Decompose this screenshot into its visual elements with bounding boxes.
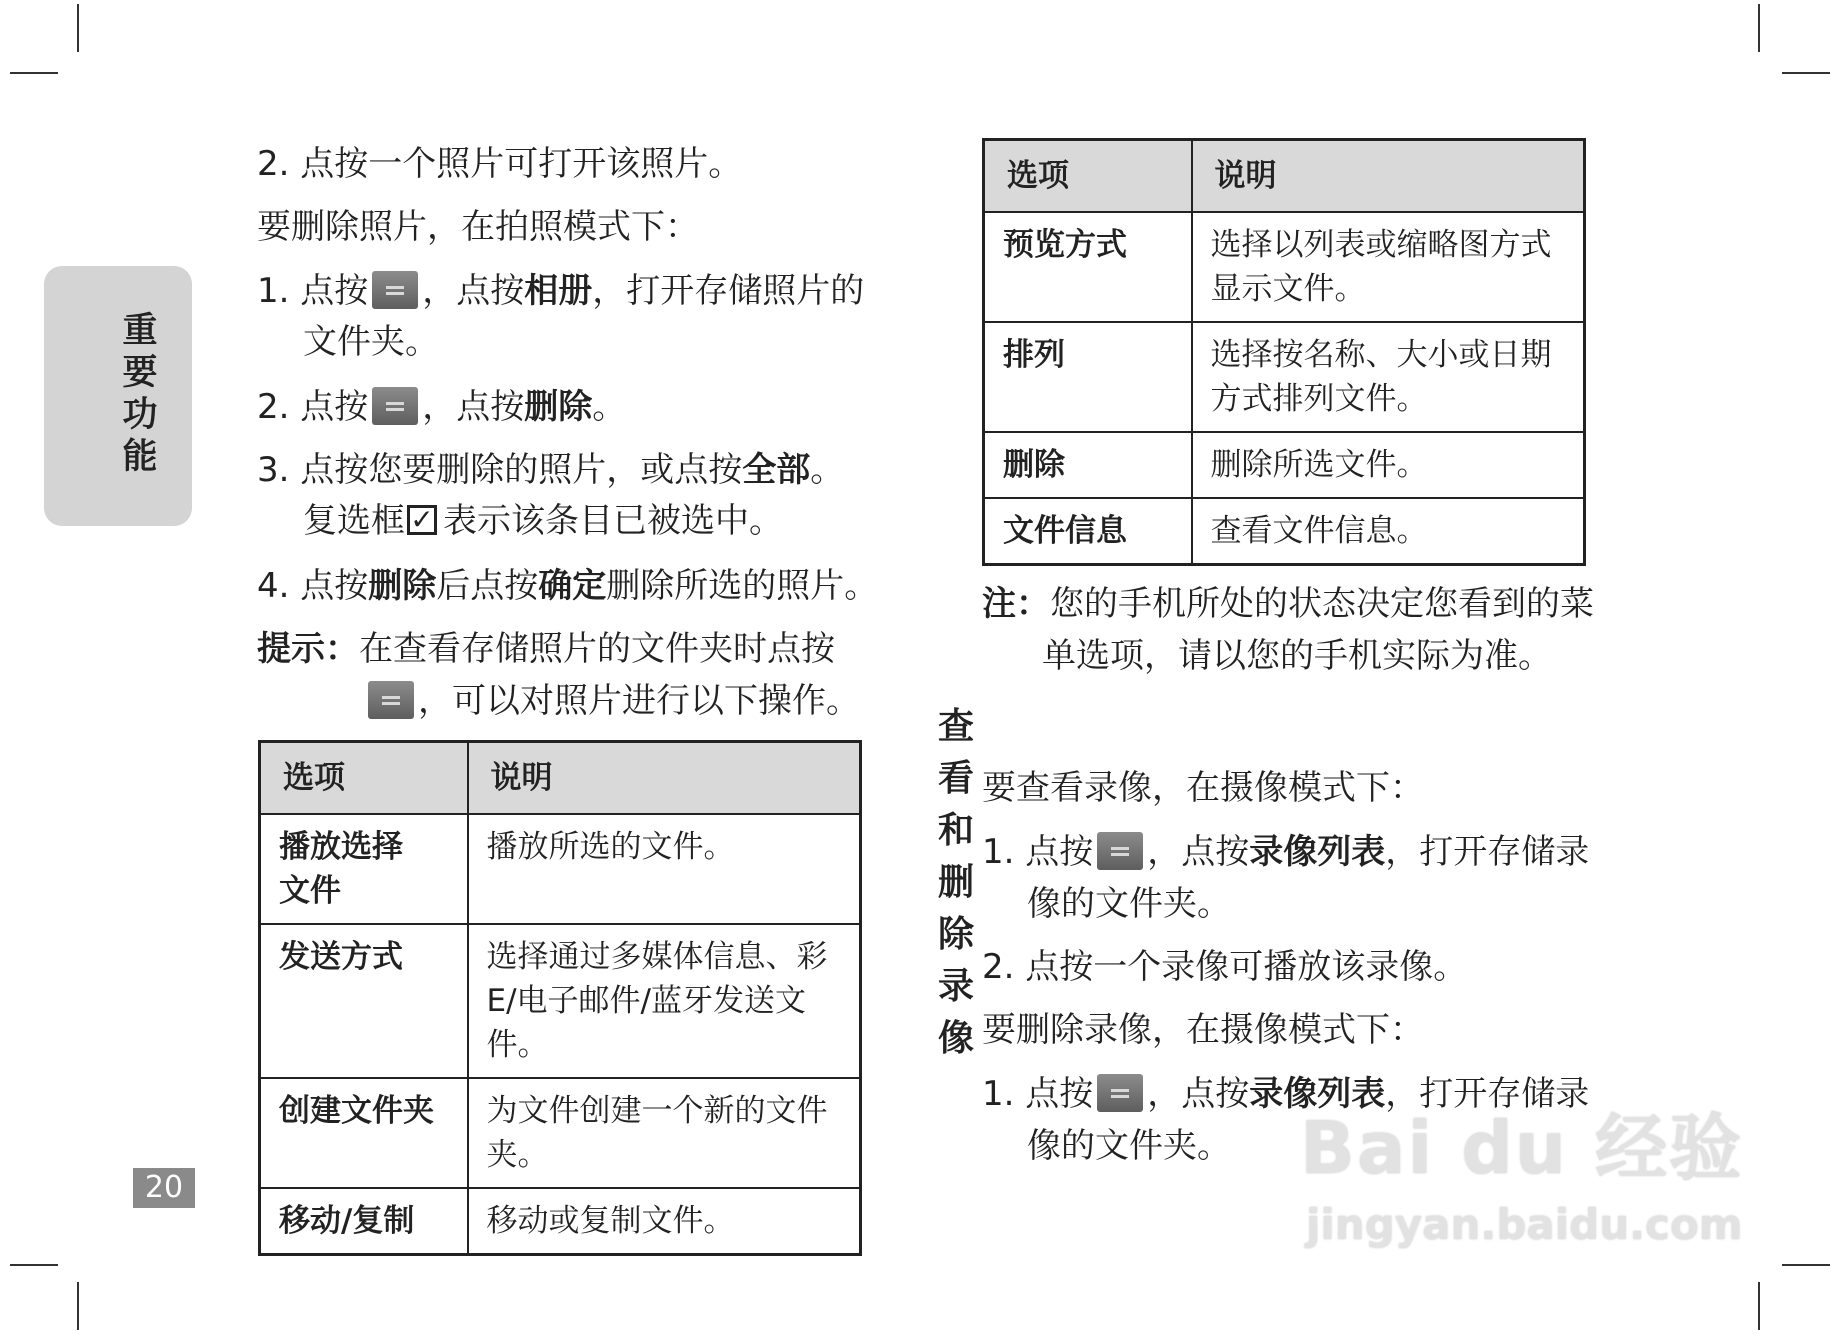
step-1-cont: 文件夹。 <box>303 322 439 362</box>
delete-step-1: 1. 点按 ，点按录像列表，打开存储录 <box>982 1074 1590 1114</box>
header-desc: 说明 <box>468 742 861 815</box>
step-2: 2. 点按 ，点按删除。 <box>257 387 627 427</box>
table-row <box>260 1188 861 1255</box>
option-cell: 预览方式 <box>984 212 1192 322</box>
step-open-photo: 2. 点按一个照片可打开该照片。 <box>257 144 743 184</box>
crop-mark <box>1758 4 1760 52</box>
desc-cell: 播放所选的文件。 <box>468 814 861 924</box>
header-option: 选项 <box>260 742 468 815</box>
step-1: 1. 点按 ，点按相册，打开存储照片的 <box>257 271 865 311</box>
crop-mark <box>77 4 79 52</box>
note-line-2: 单选项，请以您的手机实际为准。 <box>1042 636 1552 676</box>
step-3-cont: 复选框 ✓ 表示该条目已被选中。 <box>303 501 783 541</box>
desc-cell: 删除所选文件。 <box>1192 432 1585 498</box>
desc-cell: 选择按名称、大小或日期方式排列文件。 <box>1192 322 1585 432</box>
desc-cell: 选择通过多媒体信息、彩E/电子邮件/蓝牙发送文件。 <box>468 924 861 1078</box>
option-cell: 创建文件夹 <box>260 1078 468 1188</box>
table-row <box>260 924 861 1078</box>
menu-icon <box>368 681 414 719</box>
view-step-2: 2. 点按一个录像可播放该录像。 <box>982 947 1468 987</box>
delete-step-1-cont: 像的文件夹。 <box>1027 1126 1231 1166</box>
note-line-1: 注：您的手机所处的状态决定您看到的菜 <box>982 584 1594 624</box>
checkbox-icon: ✓ <box>407 505 437 535</box>
view-video-intro: 要查看录像，在摄像模式下： <box>982 768 1424 808</box>
view-step-1: 1. 点按 ，点按录像列表，打开存储录 <box>982 832 1590 872</box>
table-header-row <box>260 742 861 815</box>
table-row <box>984 432 1585 498</box>
option-cell: 播放选择文件 <box>260 814 468 924</box>
menu-icon <box>372 387 418 425</box>
crop-mark <box>1782 1264 1830 1266</box>
crop-mark <box>77 1282 79 1330</box>
menu-icon <box>372 271 418 309</box>
page-number: 20 <box>133 1168 195 1208</box>
table-row <box>984 212 1585 322</box>
menu-icon <box>1097 1074 1143 1112</box>
desc-cell: 选择以列表或缩略图方式显示文件。 <box>1192 212 1585 322</box>
tip-line-1: 提示：在查看存储照片的文件夹时点按 <box>257 629 835 669</box>
side-chapter-label: 重要功能 <box>122 311 158 477</box>
view-step-1-cont: 像的文件夹。 <box>1027 884 1231 924</box>
step-3: 3. 点按您要删除的照片，或点按全部。 <box>257 450 845 490</box>
table-row <box>260 814 861 924</box>
desc-cell: 查看文件信息。 <box>1192 498 1585 565</box>
crop-mark <box>10 72 58 74</box>
note-label: 注： <box>982 584 1050 624</box>
header-desc: 说明 <box>1192 140 1585 213</box>
tip-label: 提示： <box>257 629 359 669</box>
menu-icon <box>1097 832 1143 870</box>
option-cell: 删除 <box>984 432 1192 498</box>
desc-cell: 移动或复制文件。 <box>468 1188 861 1255</box>
crop-mark <box>10 1264 58 1266</box>
option-cell: 发送方式 <box>260 924 468 1078</box>
section-title: 查看和删除录像 <box>938 705 975 1059</box>
option-cell: 文件信息 <box>984 498 1192 565</box>
watermark-url: jingyan.baidu.com <box>1306 1200 1743 1249</box>
crop-mark <box>1782 72 1830 74</box>
option-cell: 移动/复制 <box>260 1188 468 1255</box>
delete-photo-intro: 要删除照片，在拍照模式下： <box>257 207 699 247</box>
crop-mark <box>1758 1282 1760 1330</box>
header-option: 选项 <box>984 140 1192 213</box>
photo-view-options-table <box>982 138 1586 566</box>
option-cell: 排列 <box>984 322 1192 432</box>
photo-options-table <box>258 740 862 1256</box>
table-row <box>984 498 1585 565</box>
delete-video-intro: 要删除录像，在摄像模式下： <box>982 1010 1424 1050</box>
table-header-row <box>984 140 1585 213</box>
tip-line-2: ，可以对照片进行以下操作。 <box>364 675 860 727</box>
table-row <box>260 1078 861 1188</box>
desc-cell: 为文件创建一个新的文件夹。 <box>468 1078 861 1188</box>
table-row <box>984 322 1585 432</box>
step-4: 4. 点按删除后点按确定删除所选的照片。 <box>257 566 879 606</box>
watermark-logo: Bai du 经验 <box>1300 1106 1744 1190</box>
